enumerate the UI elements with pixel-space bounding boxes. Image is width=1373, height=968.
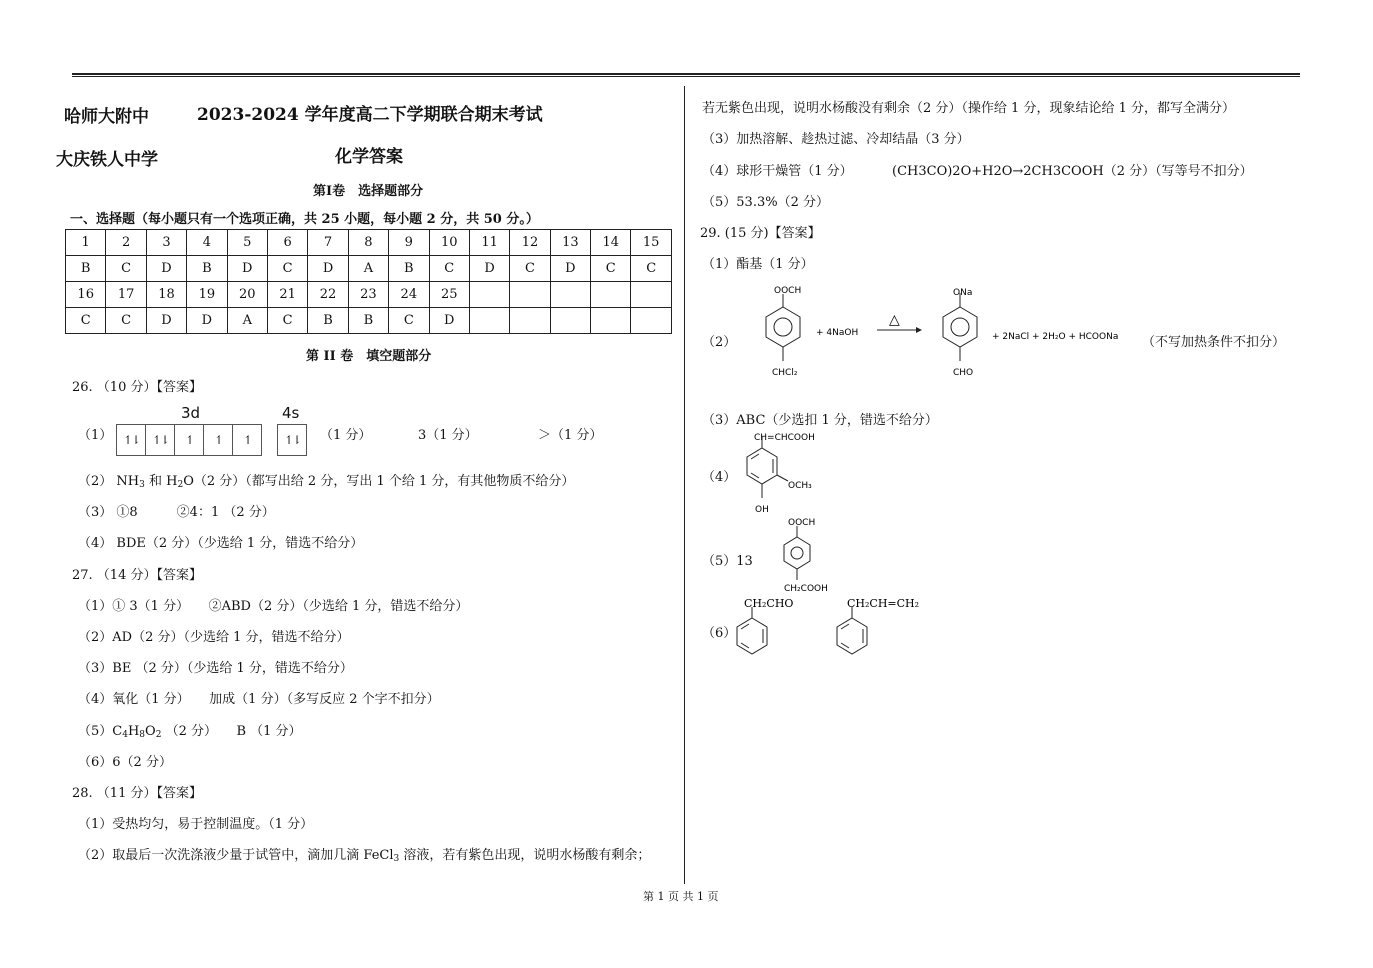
q28-p3: （3）加热溶解、趁热过滤、冷却结晶（3 分）: [702, 132, 970, 147]
subject-title: 化学答案: [335, 147, 403, 167]
question-number-cell: 13: [550, 230, 590, 256]
orbital-3d-boxes: [116, 424, 262, 456]
acetic-acid-group: CH₂COOH: [784, 584, 828, 594]
orbital-4s-label: 4s: [282, 404, 300, 422]
formate-group: OOCH: [788, 518, 816, 528]
school-name-1: 哈师大附中: [64, 107, 149, 127]
question-number-cell: [510, 282, 550, 308]
question-number-cell: 3: [146, 230, 186, 256]
orbital-box: ↿: [204, 425, 233, 455]
answer-row: [66, 230, 672, 256]
question-number-cell: 5: [227, 230, 267, 256]
question-number-cell: 10: [429, 230, 469, 256]
question-number-cell: 20: [227, 282, 267, 308]
column-divider: [684, 86, 685, 884]
q27-heading: 27. （14 分）【答案】: [72, 568, 202, 583]
question-number-cell: 7: [308, 230, 348, 256]
orbital-box: ↿: [242, 433, 252, 447]
reactant-bottom-group: CHCl₂: [772, 368, 798, 378]
q26-p1-label: （1）: [78, 428, 113, 443]
q28-p1: （1）受热均匀，易于控制温度。（1 分）: [78, 817, 314, 832]
q29-p2-label: （2）: [702, 335, 737, 350]
q26-p3: （3） ①8 ②4：1 （2 分）: [78, 505, 275, 520]
q26-p1-c: ＞（1 分）: [538, 428, 603, 443]
question-number-cell: 23: [348, 282, 388, 308]
answer-cell: C: [267, 256, 307, 282]
question-number-cell: [591, 282, 631, 308]
orbital-box: ↿⇂: [117, 425, 146, 455]
q29-heading: 29. (15 分)【答案】: [700, 226, 821, 241]
answer-cell: B: [348, 308, 388, 334]
q29-p4-label: （4）: [702, 470, 737, 485]
answer-cell: C: [267, 308, 307, 334]
question-number-cell: 8: [348, 230, 388, 256]
q29-p5: （5）13: [702, 554, 753, 569]
top-rule: [72, 73, 1300, 77]
answer-cell: D: [469, 256, 509, 282]
orbital-box: ↿⇂: [283, 433, 301, 447]
q27-p4: （4）氧化（1 分） 加成（1 分）（多写反应 2 个字不扣分）: [78, 692, 440, 707]
answer-cell: D: [187, 308, 227, 334]
q26-p4: （4） BDE（2 分）（少选给 1 分，错选不给分）: [78, 536, 364, 551]
q28-p4-a: （4）球形干燥管（1 分）: [702, 164, 853, 179]
reagent-naoh: + 4NaOH: [816, 328, 859, 338]
answer-row: [66, 282, 672, 308]
q27-p1: （1）① 3（1 分） ②ABD（2 分）（少选给 1 分，错选不给分）: [78, 599, 469, 614]
answer-cell: [631, 308, 671, 334]
orbital-box: ↿: [175, 425, 204, 455]
orbital-4s-box: [277, 424, 307, 456]
q28-p5: （5）53.3%（2 分）: [702, 195, 829, 210]
acetaldehyde-group: CH₂CHO: [744, 597, 794, 610]
question-number-cell: 1: [66, 230, 106, 256]
methoxy-group: OCH₃: [788, 481, 812, 491]
question-number-cell: 15: [631, 230, 671, 256]
q26-heading: 26. （10 分）【答案】: [72, 380, 202, 395]
q29-p4-structure: [730, 426, 860, 518]
exam-title: 2023-2024 学年度高二下学期联合期末考试: [197, 105, 543, 125]
reaction-scheme: [750, 283, 1150, 383]
question-number-cell: 24: [389, 282, 429, 308]
answer-cell: D: [308, 256, 348, 282]
q26-p1-score: （1 分）: [320, 428, 372, 443]
question-number-cell: 19: [187, 282, 227, 308]
answer-cell: C: [429, 256, 469, 282]
q26-p1-b: 3（1 分）: [418, 428, 478, 443]
answer-cell: C: [106, 256, 146, 282]
q26-p2: （2） $NH_3$ 和 $H_2O(2$ 分）（都写出给 2 分，写出 1 个给 1 分，有其他物质不给分）: [78, 474, 575, 490]
q29-p5-structure: [768, 515, 858, 597]
q29-p3: （3）ABC（少选扣 1 分，错选不给分）: [702, 413, 938, 428]
answer-table: [65, 229, 672, 334]
product-top-group: ONa: [953, 288, 973, 298]
product-bottom-group: CHO: [953, 368, 974, 378]
q28-heading: 28. （11 分）【答案】: [72, 786, 202, 801]
question-number-cell: 16: [66, 282, 106, 308]
part1-instructions: 一、选择题（每小题只有一个选项正确，共 25 小题，每小题 2 分，共 50 分。）: [70, 212, 539, 227]
question-number-cell: 22: [308, 282, 348, 308]
q28-p2: （2）取最后一次洗涤液少量于试管中，滴加几滴 FeCl$_3$ 溶液，若有紫色出现，说明水杨酸有剩余；: [78, 848, 651, 864]
side-chain-group: CH=CHCOOH: [754, 433, 815, 443]
q29-p6-label: （6）: [702, 626, 737, 641]
question-number-cell: 12: [510, 230, 550, 256]
answer-cell: [469, 308, 509, 334]
q29-p1: （1）酯基（1 分）: [702, 257, 814, 272]
answer-cell: [510, 308, 550, 334]
q27-p2: （2）AD（2 分）（少选给 1 分，错选不给分）: [78, 630, 350, 645]
orbital-box: ↿⇂: [146, 425, 175, 455]
answer-cell: C: [510, 256, 550, 282]
answer-cell: D: [550, 256, 590, 282]
question-number-cell: 11: [469, 230, 509, 256]
question-number-cell: 25: [429, 282, 469, 308]
part2-heading: 第 II 卷 填空题部分: [306, 349, 432, 364]
reactant-top-group: OOCH: [774, 286, 802, 296]
q27-p6: （6）6（2 分）: [78, 755, 172, 770]
answer-row: [66, 256, 672, 282]
q27-p3: （3）BE （2 分）（少选给 1 分，错选不给分）: [78, 661, 353, 676]
answer-cell: [550, 308, 590, 334]
question-number-cell: 21: [267, 282, 307, 308]
hydroxyl-group: OH: [755, 505, 769, 515]
question-number-cell: [550, 282, 590, 308]
q29-p2-note: （不写加热条件不扣分）: [1142, 335, 1286, 350]
answer-cell: D: [227, 256, 267, 282]
answer-cell: B: [389, 256, 429, 282]
answer-cell: C: [591, 256, 631, 282]
question-number-cell: 14: [591, 230, 631, 256]
answer-cell: D: [429, 308, 469, 334]
answer-cell: B: [308, 308, 348, 334]
answer-cell: C: [389, 308, 429, 334]
answer-row: [66, 308, 672, 334]
answer-cell: A: [348, 256, 388, 282]
answer-cell: C: [66, 308, 106, 334]
part1-heading: 第Ⅰ卷 选择题部分: [313, 184, 424, 199]
side-products: + 2NaCl + 2H₂O + HCOONa: [992, 332, 1119, 342]
question-number-cell: 9: [389, 230, 429, 256]
q27-p5: $(5)C_4H_8O_2$ （2 分） B （1 分）: [78, 724, 302, 740]
page-footer: 第 1 页 共 1 页: [643, 890, 719, 903]
answer-cell: D: [146, 308, 186, 334]
question-number-cell: 6: [267, 230, 307, 256]
answer-cell: B: [187, 256, 227, 282]
orbital-3d-label: 3d: [181, 404, 201, 422]
question-number-cell: 2: [106, 230, 146, 256]
answer-cell: [591, 308, 631, 334]
question-number-cell: [631, 282, 671, 308]
q28-p2-continued: 若无紫色出现，说明水杨酸没有剩余（2 分）（操作给 1 分，现象结论给 1 分，都写全满分）: [702, 101, 1235, 116]
school-name-2: 大庆铁人中学: [56, 150, 158, 170]
question-number-cell: 18: [146, 282, 186, 308]
allyl-group: CH₂CH=CH₂: [847, 597, 920, 610]
heat-triangle: △: [889, 312, 900, 328]
q29-p6-structures: [730, 596, 950, 666]
answer-cell: B: [66, 256, 106, 282]
q28-p4-equation: (CH3CO)2O+H2O→2CH3COOH（2 分）（写等号不扣分）: [892, 164, 1253, 179]
answer-cell: A: [227, 308, 267, 334]
question-number-cell: 4: [187, 230, 227, 256]
question-number-cell: [469, 282, 509, 308]
answer-cell: C: [106, 308, 146, 334]
answer-cell: D: [146, 256, 186, 282]
answer-cell: C: [631, 256, 671, 282]
question-number-cell: 17: [106, 282, 146, 308]
